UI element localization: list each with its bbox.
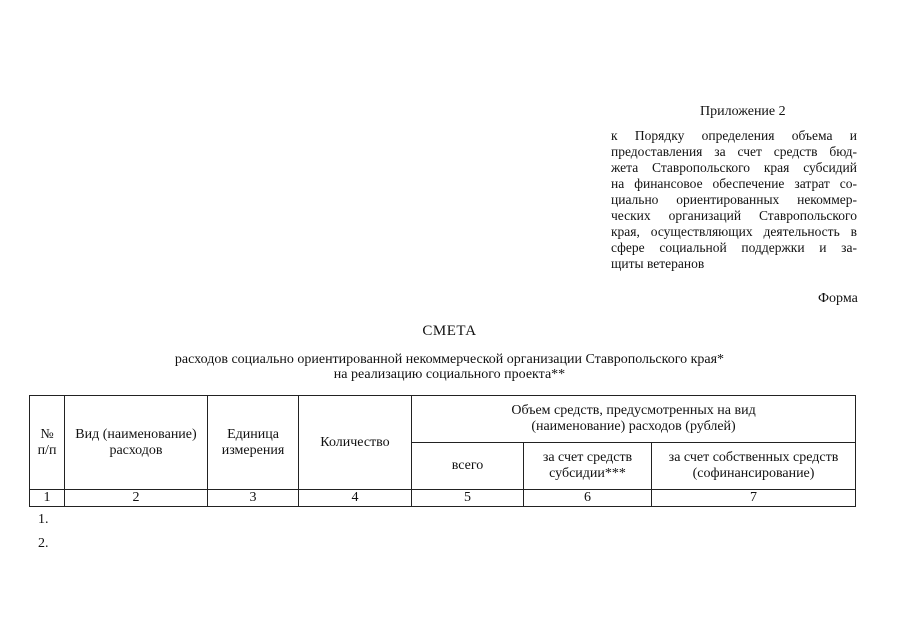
appendix-line: сфере социальной поддержки и за- [611, 240, 857, 255]
appendix-line: циально ориентированных некоммер- [611, 192, 857, 207]
header-expense-type: Вид (наименование) расходов [65, 396, 208, 490]
document-title: СМЕТА [422, 323, 477, 339]
column-number: 2 [65, 490, 208, 507]
header-num: № п/п [30, 396, 65, 490]
subtitle-line-2: на реализацию социального проекта** [333, 367, 566, 382]
list-item: 1. [38, 512, 49, 527]
header-total: всего [412, 443, 524, 490]
column-number: 3 [208, 490, 299, 507]
header-volume-group: Объем средств, предусмотренных на вид (наименование) расходов (рублей) [412, 396, 856, 443]
header-unit: Единица измерения [208, 396, 299, 490]
appendix-line: края, осуществляющих деятельность в [611, 224, 857, 239]
form-label: Форма [818, 291, 858, 306]
subtitle-line-1: расходов социально ориентированной некоммерческой организации Ставропольского края* [174, 352, 725, 367]
appendix-line: предоставления за счет средств бюд- [611, 144, 857, 159]
column-number: 1 [30, 490, 65, 507]
header-own-funds: за счет собственных средств (софинансирование) [652, 443, 856, 490]
list-item: 2. [38, 536, 49, 551]
appendix-line: ческих организаций Ставропольского [611, 208, 857, 223]
appendix-description [611, 128, 857, 272]
document-subtitle [0, 352, 899, 382]
budget-table [29, 395, 856, 507]
appendix-title: Приложение 2 [700, 104, 786, 119]
column-number-row [30, 490, 856, 507]
appendix-line: на финансовое обеспечение затрат со- [611, 176, 857, 191]
header-subsidy: за счет средств субсидии*** [524, 443, 652, 490]
column-number: 5 [412, 490, 524, 507]
column-number: 7 [652, 490, 856, 507]
appendix-line: жета Ставропольского края субсидий [611, 160, 857, 175]
appendix-line: к Порядку определения объема и [611, 128, 857, 143]
column-number: 6 [524, 490, 652, 507]
table-header-row [30, 396, 856, 443]
column-number: 4 [299, 490, 412, 507]
header-quantity: Количество [299, 396, 412, 490]
appendix-line: щиты ветеранов [611, 256, 705, 271]
